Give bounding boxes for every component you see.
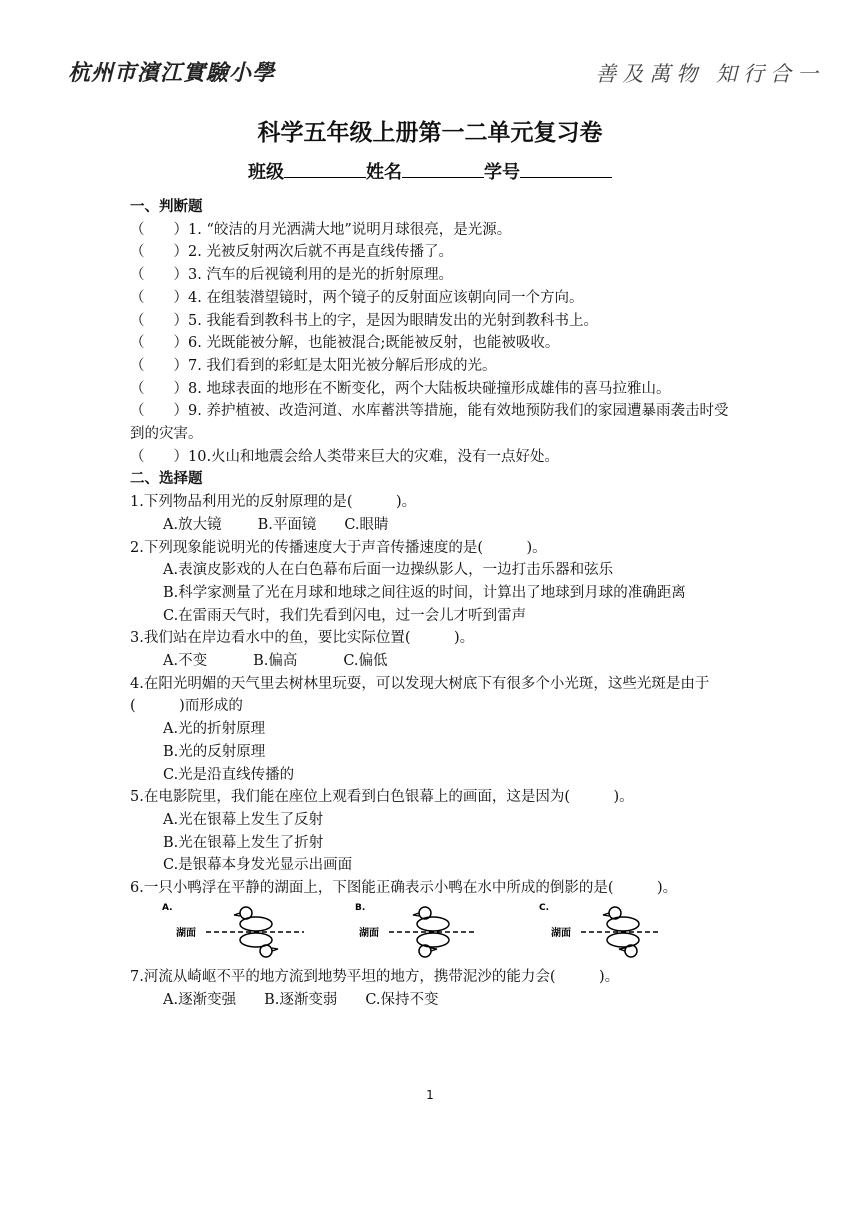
section-title-choice: 二、选择题 bbox=[130, 471, 203, 488]
lake-label: 湖面 bbox=[176, 927, 196, 939]
option-c: C.眼睛 bbox=[344, 516, 389, 533]
option-row bbox=[130, 650, 740, 673]
option-a: A.逐渐变强 bbox=[163, 991, 237, 1008]
figure-label-b: B. bbox=[355, 902, 366, 913]
class-blank[interactable] bbox=[284, 159, 366, 178]
option-b: B.平面镜 bbox=[257, 516, 317, 533]
exam-content bbox=[130, 196, 740, 1011]
question-stem: 3.我们站在岸边看水中的鱼，要比实际位置( )。 bbox=[130, 630, 475, 647]
judgement-item: （ ）10.火山和地震会给人类带来巨大的灾难，没有一点好处。 bbox=[130, 448, 560, 465]
page-number: 1 bbox=[426, 1088, 434, 1102]
judgement-item: （ ）3. 汽车的后视镜利用的是光的折射原理。 bbox=[130, 267, 453, 284]
option-c: C.光是沿直线传播的 bbox=[163, 766, 295, 783]
judgement-item: （ ）5. 我能看到教科书上的字，是因为眼睛发出的光射到教科书上。 bbox=[130, 312, 598, 329]
question-stem: 4.在阳光明媚的天气里去树林里玩耍，可以发现大树底下有很多个小光斑，这些光斑是由于( )而形成的 bbox=[130, 675, 710, 715]
option-c: C.保持不变 bbox=[365, 991, 439, 1008]
number-blank[interactable] bbox=[520, 159, 612, 178]
number-label: 学号 bbox=[484, 162, 520, 183]
duck-reflection-figures bbox=[130, 900, 740, 966]
question-stem: 2.下列现象能说明光的传播速度大于声音传播速度的是( )。 bbox=[130, 539, 547, 556]
name-blank[interactable] bbox=[402, 159, 484, 178]
duck-figure-a bbox=[158, 900, 308, 964]
option-b: B.逐渐变弱 bbox=[264, 991, 338, 1008]
school-name-header: 杭州市濱江實驗小學 bbox=[68, 60, 276, 86]
option-c: C.是银幕本身发光显示出画面 bbox=[163, 857, 353, 874]
judgement-item: （ ）1. “皎洁的月光洒满大地”说明月球很亮，是光源。 bbox=[130, 221, 512, 238]
judgement-item: （ ）4. 在组装潜望镜时，两个镜子的反射面应该朝向同一个方向。 bbox=[130, 289, 584, 306]
option-a: A.放大镜 bbox=[163, 516, 222, 533]
judgement-item: （ ）6. 光既能被分解，也能被混合;既能被反射，也能被吸收。 bbox=[130, 335, 560, 352]
question-stem: 7.河流从崎岖不平的地方流到地势平坦的地方，携带泥沙的能力会( )。 bbox=[130, 968, 620, 985]
figure-label-c: C. bbox=[539, 902, 550, 913]
option-a: A.表演皮影戏的人在白色幕布后面一边操纵影人，一边打击乐器和弦乐 bbox=[163, 562, 614, 579]
option-a: A.光在银幕上发生了反射 bbox=[163, 811, 324, 828]
option-b: B.光在银幕上发生了折射 bbox=[163, 834, 324, 851]
option-c: C.偏低 bbox=[343, 653, 388, 670]
option-b: B.光的反射原理 bbox=[163, 743, 266, 760]
option-row bbox=[130, 989, 740, 1012]
duck-figure-b bbox=[345, 900, 495, 964]
judgement-item: （ ）7. 我们看到的彩虹是太阳光被分解后形成的光。 bbox=[130, 357, 497, 374]
option-a: A.不变 bbox=[163, 653, 208, 670]
figure-label-a: A. bbox=[162, 902, 173, 913]
school-motto-header: 善及萬物 知行合一 bbox=[595, 62, 824, 86]
judgement-item: （ ）9. 养护植被、改造河道、水库蓄洪等措施，能有效地预防我们的家园遭暴雨袭击时受到的灾害。 bbox=[130, 403, 729, 443]
lake-label: 湖面 bbox=[551, 927, 571, 939]
name-label: 姓名 bbox=[366, 162, 402, 183]
option-row bbox=[130, 514, 740, 537]
option-c: C.在雷雨天气时，我们先看到闪电，过一会儿才听到雷声 bbox=[163, 607, 527, 624]
class-label: 班级 bbox=[248, 162, 284, 183]
section-title-judgement: 一、判断题 bbox=[130, 199, 203, 215]
page-title: 科学五年级上册第一二单元复习卷 bbox=[257, 120, 603, 146]
judgement-item: （ ）2. 光被反射两次后就不再是直线传播了。 bbox=[130, 244, 453, 261]
question-stem: 5.在电影院里，我们能在座位上观看到白色银幕上的画面，这是因为( )。 bbox=[130, 789, 634, 806]
student-info-line bbox=[0, 158, 860, 184]
option-b: B.偏高 bbox=[253, 653, 298, 670]
lake-label: 湖面 bbox=[359, 927, 379, 939]
option-a: A.光的折射原理 bbox=[163, 721, 266, 738]
option-b: B.科学家测量了光在月球和地球之间往返的时间，计算出了地球到月球的准确距离 bbox=[163, 584, 686, 601]
question-stem: 6.一只小鸭浮在平静的湖面上，下图能正确表示小鸭在水中所成的倒影的是( )。 bbox=[130, 880, 678, 897]
duck-figure-c bbox=[535, 900, 685, 964]
judgement-item: （ ）8. 地球表面的地形在不断变化，两个大陆板块碰撞形成雄伟的喜马拉雅山。 bbox=[130, 380, 671, 397]
question-stem: 1.下列物品利用光的反射原理的是( )。 bbox=[130, 494, 417, 511]
